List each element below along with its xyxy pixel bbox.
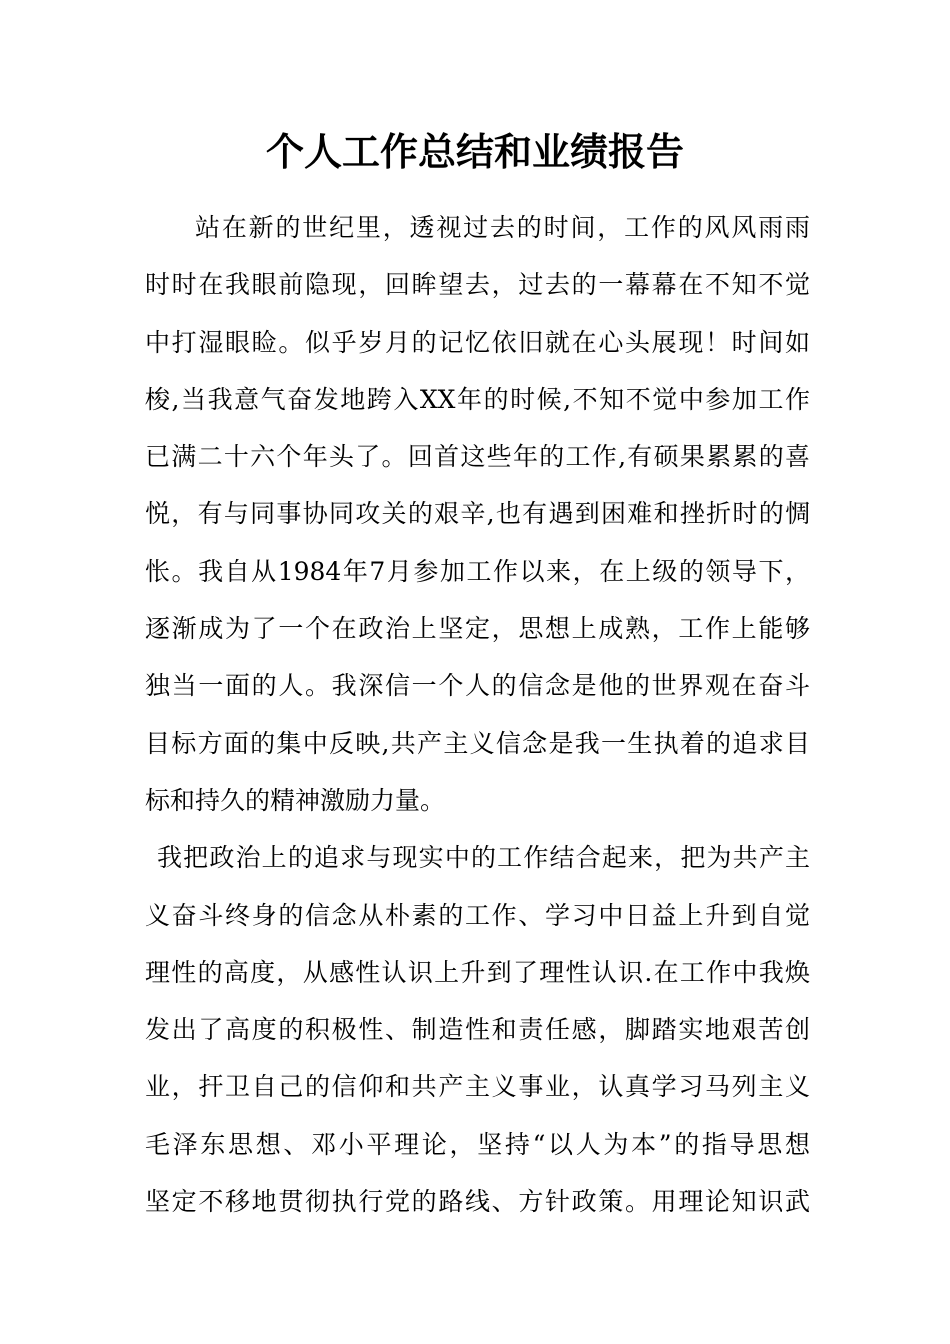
text-line: 时时在我眼前隐现，回眸望去，过去的一幕幕在不知不觉 — [145, 270, 810, 300]
text-line: 悦，有与同事协同攻关的艰辛,也有遇到困难和挫折时的惆 — [145, 499, 810, 529]
text-line: 逐渐成为了一个在政治上坚定，思想上成熟，工作上能够 — [145, 614, 810, 644]
text-line: 怅。我自从1984年7月参加工作以来，在上级的领导下， — [145, 556, 810, 586]
text-line: 标和持久的精神激励力量。 — [145, 785, 446, 815]
text-line: 中打湿眼睑。似乎岁月的记忆依旧就在心头展现！时间如 — [145, 327, 810, 357]
text-line: 发出了高度的积极性、制造性和责任感，脚踏实地艰苦创 — [145, 1015, 810, 1045]
text-line: 目标方面的集中反映,共产主义信念是我一生执着的追求目 — [145, 728, 810, 758]
document-title: 个人工作总结和业绩报告 — [265, 129, 684, 174]
text-line: 毛泽东思想、邓小平理论，坚持“以人为本”的指导思想 — [145, 1129, 810, 1159]
text-line: 我把政治上的追求与现实中的工作结合起来，把为共产主 — [157, 843, 810, 873]
text-line: 义奋斗终身的信念从朴素的工作、学习中日益上升到自觉 — [145, 900, 810, 930]
paragraph-1 — [145, 199, 810, 829]
text-line: 业，扞卫自己的信仰和共产主义事业，认真学习马列主义 — [145, 1072, 810, 1102]
text-line: 站在新的世纪里，透视过去的时间，工作的风风雨雨 — [195, 213, 810, 242]
text-line: 梭,当我意气奋发地跨入XX年的时候,不知不觉中参加工作 — [145, 384, 810, 414]
text-line: 理性的高度，从感性认识上升到了理性认识.在工作中我焕 — [145, 957, 810, 987]
paragraph-2 — [145, 829, 810, 1230]
document-body — [145, 199, 810, 1230]
text-line: 已满二十六个年头了。回首这些年的工作,有硕果累累的喜 — [145, 442, 810, 472]
text-line: 坚定不移地贯彻执行党的路线、方针政策。用理论知识武 — [145, 1187, 810, 1217]
text-line: 独当一面的人。我深信一个人的信念是他的世界观在奋斗 — [145, 671, 810, 701]
